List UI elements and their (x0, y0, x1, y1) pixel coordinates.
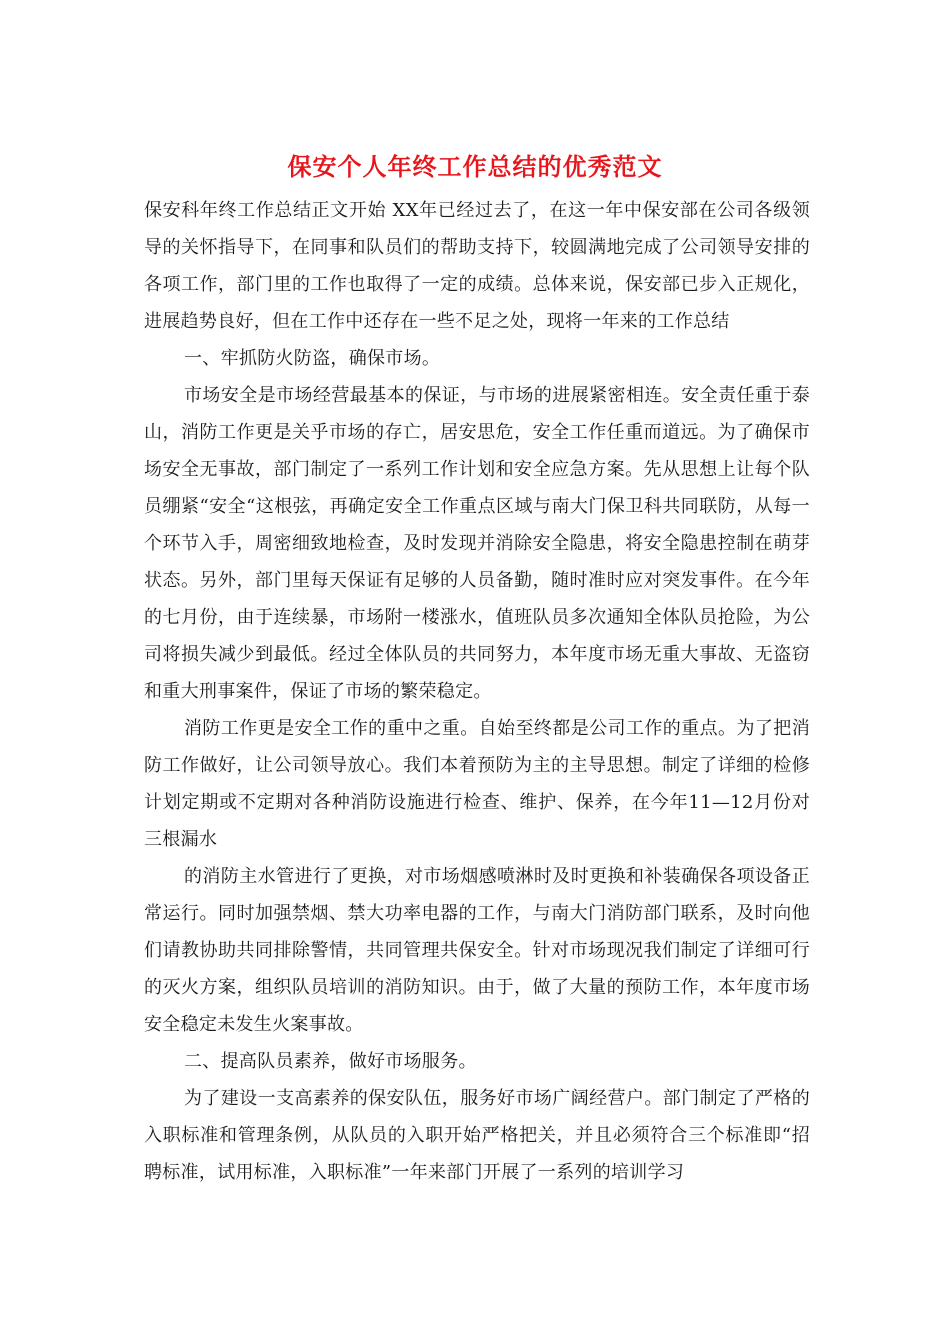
document-body (144, 192, 810, 1191)
paragraph-team-quality: 为了建设一支高素养的保安队伍，服务好市场广阔经营户。部门制定了严格的入职标准和管理条例，从队员的入职开始严格把关，并且必须符合三个标准即“招聘标准，试用标准，入职标准”一年来部门开展了一系列的培训学习 (144, 1088, 810, 1183)
section-heading-2: 二、提高队员素养，做好市场服务。 (184, 1051, 477, 1072)
paragraph-fire-safety-continued: 的消防主水管进行了更换，对市场烟感喷淋时及时更换和补装确保各项设备正常运行。同时加强禁烟、禁大功率电器的工作，与南大门消防部门联系，及时向他们请教协助共同排除警情，共同管理共保安全。针对市场现况我们制定了详细可行的灭火方案，组织队员培训的消防知识。由于，做了大量的预防工作，本年度市场安全稳定未发生火案事故。 (144, 866, 810, 1035)
document-title: 保安个人年终工作总结的优秀范文 (287, 152, 663, 181)
paragraph-intro: 保安科年终工作总结正文开始 XX年已经过去了，在这一年中保安部在公司各级领导的关怀指导下，在同事和队员们的帮助支持下，较圆满地完成了公司领导安排的各项工作，部门里的工作也取得了一定的成绩。总体来说，保安部已步入正规化，进展趋势良好，但在工作中还存在一些不足之处，现将一年来的工作总结 (144, 200, 810, 332)
section-heading-1: 一、牢抓防火防盗，确保市场。 (184, 348, 441, 369)
paragraph-fire-safety: 消防工作更是安全工作的重中之重。自始至终都是公司工作的重点。为了把消防工作做好，让公司领导放心。我们本着预防为主的主导思想。制定了详细的检修计划定期或不定期对各种消防设施进行检查、维护、保养，在今年11—12月份对三根漏水 (144, 718, 810, 850)
paragraph-market-safety: 市场安全是市场经营最基本的保证，与市场的进展紧密相连。安全责任重于泰山，消防工作更是关乎市场的存亡，居安思危，安全工作任重而道远。为了确保市场安全无事故，部门制定了一系列工作计划和安全应急方案。先从思想上让每个队员绷紧“安全“这根弦，再确定安全工作重点区域与南大门保卫科共同联防，从每一个环节入手，周密细致地检查，及时发现并消除安全隐患，将安全隐患控制在萌芽状态。另外，部门里每天保证有足够的人员备勤，随时准时应对突发事件。在今年的七月份，由于连续暴，市场附一楼涨水，值班队员多次通知全体队员抢险，为公司将损失减少到最低。经过全体队员的共同努力，本年度市场无重大事故、无盗窃和重大刑事案件，保证了市场的繁荣稳定。 (144, 385, 810, 702)
